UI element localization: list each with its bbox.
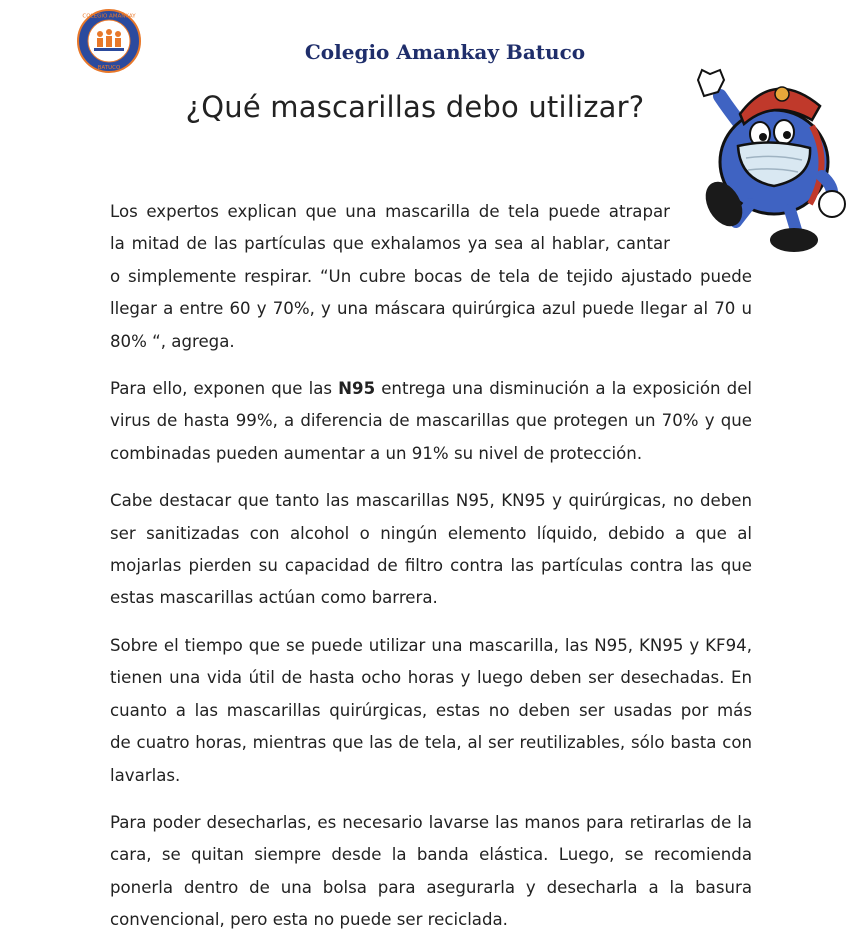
paragraph-5 [110,807,752,937]
text-line [110,373,752,405]
text-line: 80% “, agrega. [110,331,235,351]
logo-text-top: COLEGIO AMANKAY [82,13,136,20]
text-line: convencional, pero esta no puede ser reciclada. [110,910,508,930]
text-run: entrega una disminución a la exposición del [375,379,753,399]
text-line: Los expertos explican que una mascarilla de tela puede atrapar [110,202,670,221]
text-line: mojarlas pierden su capacidad de filtro contra las partículas contra las que [110,556,752,576]
text-line: Sobre el tiempo que se puede utilizar una mascarilla, las N95, KN95 y KF94, [110,635,752,655]
text-line: estas mascarillas actúan como barrera. [110,588,438,608]
paragraph-4 [110,630,752,792]
page-title: ¿Qué mascarillas debo utilizar? [185,90,645,124]
text-line: cuanto a las mascarillas quirúrgicas, estas no deben ser usadas por más [110,700,752,720]
logo-text-bottom: BATUCO [97,65,121,71]
paragraph-3 [110,485,752,615]
text-line: cara, se quitan siempre desde la banda elástica. Luego, se recomienda [110,845,752,865]
text-line: llegar a entre 60 y 70%, y una máscara quirúrgica azul puede llegar al 70 u [110,299,752,319]
text-line: Cabe destacar que tanto las mascarillas N95, KN95 y quirúrgicas, no deben [110,491,752,511]
text-line: tienen una vida útil de hasta ocho horas y luego deben ser desechadas. En [110,668,752,688]
paragraph-1 [110,196,752,358]
text-line: la mitad de las partículas que exhalamos ya sea al hablar, cantar [110,234,670,254]
text-line: combinadas pueden aumentar a un 91% su nivel de protección. [110,443,643,463]
text-line: virus de hasta 99%, a diferencia de mascarillas que protegen un 70% y que [110,411,752,431]
school-crest-icon [76,8,142,74]
text-line: o simplemente respirar. “Un cubre bocas de tela de tejido ajustado puede [110,266,752,286]
text-line: ser sanitizadas con alcohol o ningún elemento líquido, debido a que al [110,523,752,543]
bold-term: N95 [338,379,376,399]
text-line: de cuatro horas, mientras que las de tela, al ser reutilizables, sólo basta con [110,733,752,753]
text-line: lavarlas. [110,765,181,785]
text-run: Para ello, exponen que las [110,379,339,399]
text-line: ponerla dentro de una bolsa para asegurarla y desecharla a la basura [110,877,752,897]
paragraph-2 [110,373,752,470]
text-line: Para poder desecharlas, es necesario lavarse las manos para retirarlas de la [110,812,752,832]
article-body [110,196,752,952]
school-name: Colegio Amankay Batuco [304,40,586,64]
